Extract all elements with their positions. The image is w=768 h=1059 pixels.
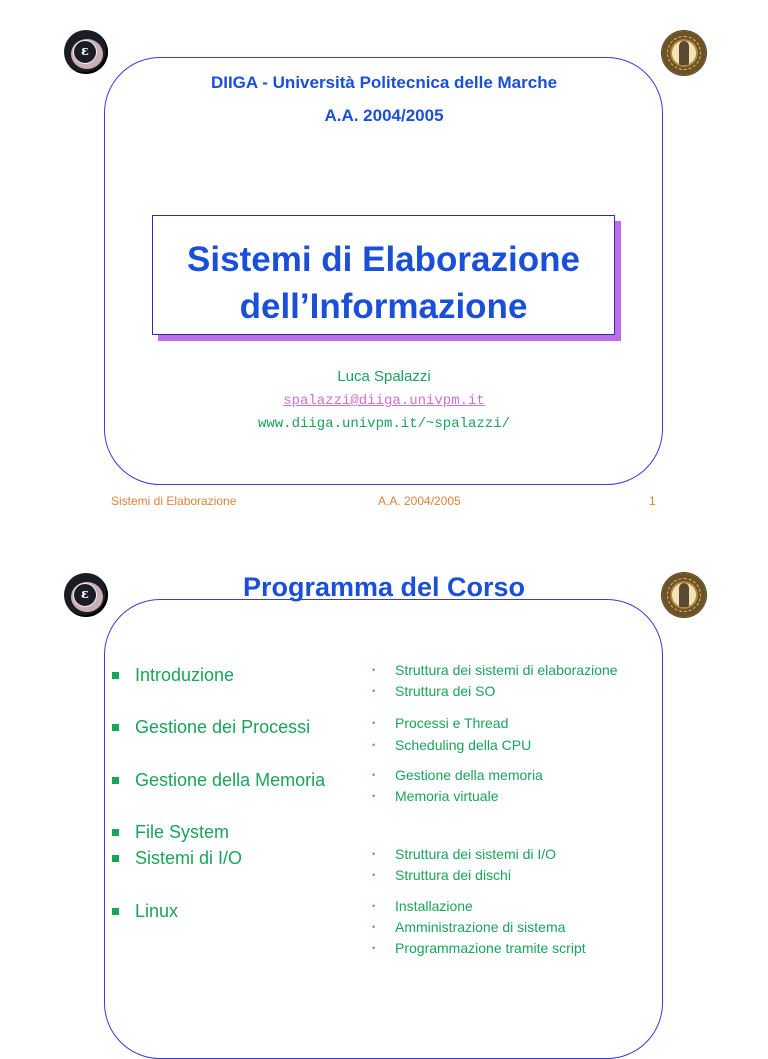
subtopic-item [372, 714, 508, 732]
dot-bullet-icon: • [372, 943, 376, 953]
subtopic-label: Memoria virtuale [395, 788, 499, 804]
subtopic-item [372, 787, 498, 805]
subtopic-label: Processi e Thread [395, 715, 509, 731]
topic-item [112, 821, 229, 843]
slide1-title-box [152, 215, 615, 335]
subtopic-label: Struttura dei sistemi di elaborazione [395, 662, 618, 678]
subtopic-item [372, 918, 565, 936]
subtopic-item [372, 682, 495, 700]
subtopic-item [372, 845, 556, 863]
department-logo-icon: ε [64, 30, 108, 74]
topic-item [112, 769, 325, 791]
subtopic-item [372, 661, 618, 679]
department-logo-icon: ε [64, 573, 108, 617]
square-bullet-icon [112, 829, 119, 836]
square-bullet-icon [112, 672, 119, 679]
university-seal-icon [662, 31, 706, 75]
dot-bullet-icon: • [372, 740, 376, 750]
topic-item [112, 664, 234, 686]
square-bullet-icon [112, 777, 119, 784]
dot-bullet-icon: • [372, 901, 376, 911]
author-email-link[interactable]: spalazzi@diiga.univpm.it [283, 393, 485, 409]
topic-label: Sistemi di I/O [135, 847, 243, 868]
footer-course: Sistemi di Elaborazione [111, 494, 237, 508]
topic-item [112, 716, 310, 738]
footer-year: A.A. 2004/2005 [378, 494, 461, 508]
square-bullet-icon [112, 855, 119, 862]
author-name: Luca Spalazzi [337, 368, 431, 385]
subtopic-label: Amministrazione di sistema [395, 919, 566, 935]
dot-bullet-icon: • [372, 770, 376, 780]
topic-label: Gestione dei Processi [135, 716, 311, 737]
dot-bullet-icon: • [372, 870, 376, 880]
subtopic-item [372, 736, 531, 754]
subtopic-item [372, 939, 586, 957]
dot-bullet-icon: • [372, 686, 376, 696]
subtopic-item [372, 766, 543, 784]
subtopic-label: Struttura dei dischi [395, 867, 511, 883]
topic-label: Introduzione [135, 664, 235, 685]
subtopic-label: Scheduling della CPU [395, 737, 532, 753]
subtopic-label: Struttura dei SO [395, 683, 496, 699]
topic-label: Gestione della Memoria [135, 769, 326, 790]
subtopic-item [372, 897, 473, 915]
dot-bullet-icon: • [372, 922, 376, 932]
institution-name: DIIGA - Università Politecnica delle Marche [210, 73, 558, 92]
dot-bullet-icon: • [372, 791, 376, 801]
dot-bullet-icon: • [372, 849, 376, 859]
dot-bullet-icon: • [372, 665, 376, 675]
author-website-link[interactable]: www.diiga.univpm.it/~spalazzi/ [257, 416, 511, 432]
dot-bullet-icon: • [372, 718, 376, 728]
footer-page-number: 1 [649, 494, 656, 508]
slide1-title-line1: Sistemi di Elaborazione [187, 240, 580, 279]
topic-label: Linux [135, 900, 179, 921]
academic-year: A.A. 2004/2005 [324, 106, 444, 125]
topic-label: File System [135, 821, 230, 842]
subtopic-item [372, 866, 511, 884]
square-bullet-icon [112, 724, 119, 731]
topic-item [112, 847, 242, 869]
topic-item [112, 900, 178, 922]
slide2-title: Programma del Corso [242, 572, 526, 602]
subtopic-label: Installazione [395, 898, 473, 914]
subtopic-label: Struttura dei sistemi di I/O [395, 846, 557, 862]
slide1-title-line2: dell’Informazione [239, 287, 528, 326]
subtopic-label: Gestione della memoria [395, 767, 543, 783]
square-bullet-icon [112, 908, 119, 915]
subtopic-label: Programmazione tramite script [395, 940, 586, 956]
